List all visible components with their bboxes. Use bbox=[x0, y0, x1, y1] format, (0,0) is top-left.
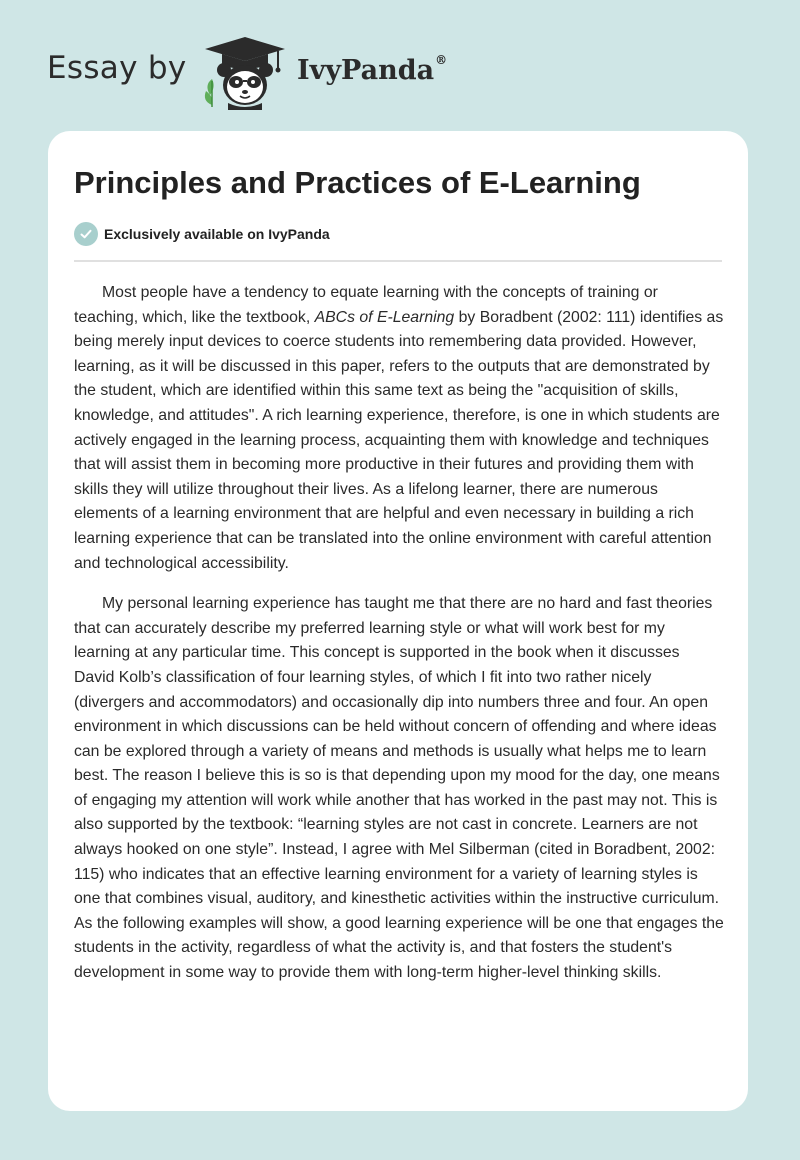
essay-by-label: Essay by bbox=[47, 50, 187, 86]
book-title: ABCs of E-Learning bbox=[314, 308, 455, 326]
registered-mark: ® bbox=[435, 53, 448, 67]
paragraph-text: Most people have a tendency to equate learning with the concepts of training or teaching, which, like the textbook, bbox=[74, 284, 658, 326]
essay-body bbox=[74, 281, 724, 1002]
page-title: Principles and Practices of E-Learning bbox=[74, 165, 641, 200]
check-icon bbox=[74, 222, 98, 246]
essay-card bbox=[48, 131, 748, 1111]
exclusive-badge bbox=[74, 221, 330, 247]
brand-name-text: IvyPanda bbox=[297, 55, 435, 86]
paragraph-text: by Boradbent (2002: 111) identifies as being merely input devices to coerce students into remembering data provided. However, learning, as it will be discussed in this paper, refers to the outputs that are demonstrated by the student, which are identified within this same text as being the "acquisition of skills, knowledge, and attitudes". A rich learning experience, therefore, is one in which students are actively engaged in the learning process, acquainting them with knowledge and techniques that will assist them in becoming more productive in their futures and providing them with skills they will utilize throughout their lives. As a lifelong learner, there are numerous elements of a learning environment that are helpful and even necessary in building a rich learning experience that can be translated into the online environment with careful attention and technological accessibility. bbox=[74, 308, 724, 572]
panda-graduate-logo-icon[interactable] bbox=[200, 35, 290, 110]
site-header bbox=[0, 0, 800, 130]
brand-name[interactable] bbox=[297, 55, 447, 86]
paragraph bbox=[74, 281, 724, 576]
paragraph: My personal learning experience has taught me that there are no hard and fast theories that can accurately describe my preferred learning style or what will work best for my learning at any particular time. This concept is supported in the book when it discusses David Kolb’s classification of four learning styles, of which I fit into two rather nicely (divergers and accommodators) and occasionally dip into numbers three and four. An open environment in which discussions can be held without concern of offending and where ideas can be explored through a variety of means and methods is usually what helps me to learn best. The reason I believe this is so is that depending upon my mood for the day, one means of engaging my attention will work while another that has worked in the past may not. This is also supported by the textbook: “learning styles are not cast in concrete. Learners are not always hooked on one style”. Instead, I agree with Mel Silberman (cited in Boradbent, 2002: 115) who indicates that an effective learning environment for a variety of learning styles is one that combines visual, auditory, and kinesthetic activities within the instructive curriculum. As the following examples will show, a good learning experience will be one that engages the students in the activity, regardless of what the activity is, and that fosters the student's development in some way to provide them with long-term higher-level thinking skills. bbox=[74, 595, 724, 982]
divider bbox=[74, 260, 722, 262]
exclusive-label: Exclusively available on IvyPanda bbox=[104, 226, 330, 242]
